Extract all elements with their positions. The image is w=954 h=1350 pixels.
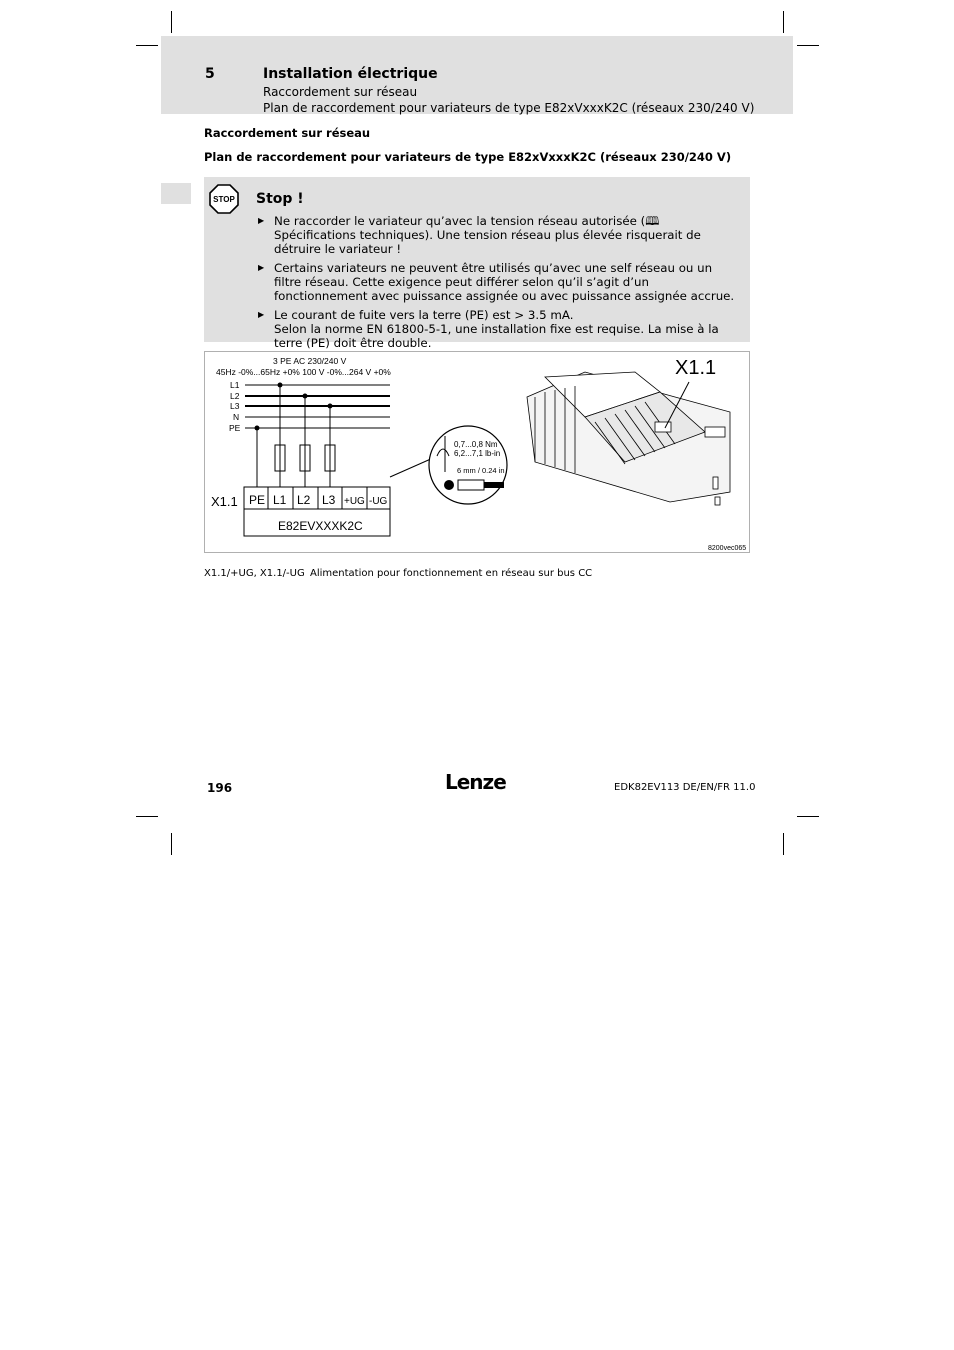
crop-mark: [136, 816, 158, 817]
terminal-label: L2: [297, 493, 311, 507]
crop-mark: [171, 11, 172, 33]
terminal-label: L3: [322, 493, 336, 507]
crop-mark: [136, 45, 158, 46]
terminal-label: -UG: [369, 496, 388, 507]
terminal-label: L1: [273, 493, 287, 507]
crop-mark: [783, 833, 784, 855]
terminal-label: PE: [249, 493, 266, 507]
svg-text:STOP: STOP: [213, 195, 235, 204]
supply-spec: 3 PE AC 230/240 V: [273, 356, 347, 366]
stop-title: Stop !: [256, 191, 304, 207]
crop-mark: [797, 45, 819, 46]
header-subtitle: Raccordement sur réseau: [263, 85, 418, 99]
torque-lbin: 6,2...7,1 lb-in: [454, 449, 501, 458]
header-subtitle: Plan de raccordement pour variateurs de type E82xVxxxK2C (réseaux 230/240 V): [263, 101, 755, 115]
line-label: L3: [230, 401, 240, 411]
lenze-logo: Lenze: [445, 770, 506, 794]
caption-key: X1.1/+UG, X1.1/-UG: [204, 568, 305, 579]
terminal-block-label: X1.1: [211, 494, 238, 509]
supply-range: 45Hz -0%...65Hz +0% 100 V -0%...264 V +0%: [216, 367, 391, 377]
device-illustration-icon: [527, 372, 730, 505]
line-label: L2: [230, 391, 240, 401]
page-number: 196: [207, 781, 233, 795]
wiring-diagram: [204, 351, 750, 553]
chapter-title: Installation électrique: [263, 66, 438, 82]
crop-mark: [797, 816, 819, 817]
device-model: E82EVXXXK2C: [278, 519, 363, 533]
torque-nm: 0,7...0,8 Nm: [454, 440, 498, 449]
figure-id: 8200vec065: [708, 545, 747, 552]
device-label: X1.1: [675, 357, 717, 379]
terminal-label: +UG: [344, 496, 365, 507]
list-item: ▶ Certains variateurs ne peuvent être utilisés qu’avec une self réseau ou un filtre réseau. Cette exigence peut différer selon qu’il s’agit d’un fonctionnement avec puissance assignée ou avec puissance assignée accrue.: [258, 261, 742, 303]
side-tab-marker: [161, 183, 191, 204]
stop-sign-icon: [209, 184, 239, 214]
line-label: L1: [230, 380, 240, 390]
strip-length: 6 mm / 0.24 in: [457, 466, 505, 475]
document-code: EDK82EV113 DE/EN/FR 11.0: [614, 782, 756, 793]
line-label: PE: [229, 423, 241, 433]
section-heading: Raccordement sur réseau: [204, 126, 371, 140]
section-heading: Plan de raccordement pour variateurs de type E82xVxxxK2C (réseaux 230/240 V): [204, 150, 732, 164]
list-item: ▶ Ne raccorder le variateur qu’avec la tension réseau autorisée (🕮 Spécifications techniques). Une tension réseau plus élevée risquerait de détruire le variateur !: [258, 214, 742, 256]
list-item: ▶ Le courant de fuite vers la terre (PE) est > 3.5 mA. Selon la norme EN 61800-5-1, une installation fixe est requise. La mise à la terre (PE) doit être double.: [258, 308, 742, 350]
crop-mark: [171, 833, 172, 855]
caption-text: Alimentation pour fonctionnement en réseau sur bus CC: [310, 568, 593, 579]
chapter-number: 5: [205, 66, 215, 82]
line-label: N: [233, 412, 240, 422]
stop-bullet-list: [258, 214, 742, 355]
crop-mark: [783, 11, 784, 33]
